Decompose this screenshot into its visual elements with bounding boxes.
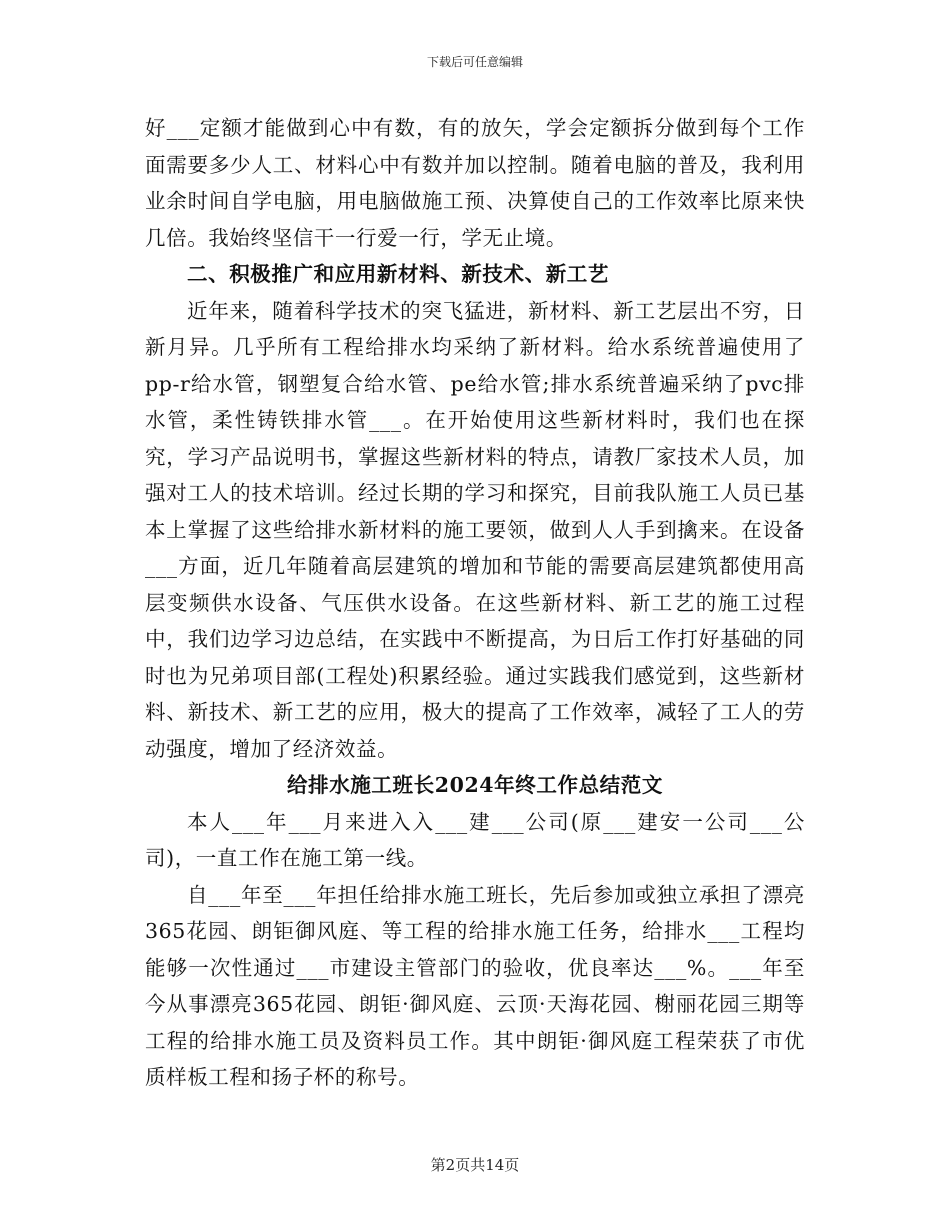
page-footer: 第2页共14页 <box>430 1156 520 1174</box>
paragraph-intro: 本人___年___月来进入入___建___公司(原___建安一公司___公司)，一直工作在施工第一线。 <box>145 809 805 870</box>
paragraph-continued: 好___定额才能做到心中有数，有的放矢，学会定额拆分做到每个工作面需要多少人工、材料心中有数并加以控制。随着电脑的普及，我利用业余时间自学电脑，用电脑做施工预、决算使自己的工作效率比原来快几倍。我始终坚信干一行爱一行，学无止境。 <box>145 116 805 250</box>
paragraph-new-materials: 近年来，随着科学技术的突飞猛进，新材料、新工艺层出不穷，日新月异。几乎所有工程给排水均采纳了新材料。给水系统普遍使用了pp-r给水管，钢塑复合给水管、pe给水管;排水系统普遍采纳了pvc排水管，柔性铸铁排水管___。在开始使用这些新材料时，我们也在探究，学习产品说明书，掌握这些新材料的特点，请教厂家技术人员，加强对工人的技术培训。经过长期的学习和探究，目前我队施工人员已基本上掌握了这些给排水新材料的施工要领，做到人人手到擒来。在设备___方面，近几年随着高层建筑的增加和节能的需要高层建筑都使用高层变频供水设备、气压供水设备。在这些新材料、新工艺的施工过程中，我们边学习边总结，在实践中不断提高，为日后工作打好基础的同时也为兄弟项目部(工程处)积累经验。通过实践我们感觉到，这些新材料、新技术、新工艺的应用，极大的提高了工作效率，减轻了工人的劳动强度，增加了经济效益。 <box>145 298 805 761</box>
document-body <box>145 110 805 1096</box>
section-heading: 二、积极推广和应用新材料、新技术、新工艺 <box>187 262 609 286</box>
page-header: 下载后可任意编辑 <box>426 55 523 69</box>
paragraph-experience: 自___年至___年担任给排水施工班长，先后参加或独立承担了漂亮365花园、朗钜御风庭、等工程的给排水施工任务，给排水___工程均能够一次性通过___市建设主管部门的验收，优良率达___%。___年至今从事漂亮365花园、朗钜·御风庭、云顶·天海花园、榭丽花园三期等工程的给排水施工员及资料员工作。其中朗钜·御风庭工程荣获了市优质样板工程和扬子杯的称号。 <box>145 882 805 1089</box>
document-title: 给排水施工班长2024年终工作总结范文 <box>287 773 663 797</box>
